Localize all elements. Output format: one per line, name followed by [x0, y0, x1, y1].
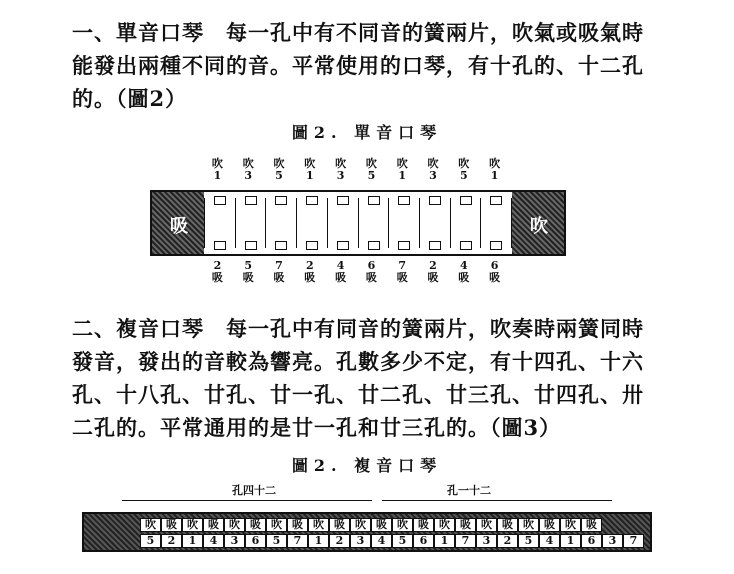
draw-char: 吸 [273, 271, 285, 284]
blow-char: 吹 [365, 157, 377, 170]
note-number: 1 [490, 169, 499, 182]
group-label-left: 孔四十二 [232, 484, 276, 497]
blow-draw-cell: 吹 [224, 518, 245, 532]
figure3-caption: 圖2. 複音口琴 [291, 456, 443, 475]
reed-tab-bottom [490, 241, 502, 250]
group-label-right: 孔一十二 [447, 484, 491, 497]
harmonica-body [150, 190, 566, 256]
draw-label [299, 260, 321, 284]
blow-draw-cell: 吸 [329, 518, 350, 532]
blow-label [268, 158, 290, 182]
right-cover-mark: 吹 [530, 216, 548, 237]
single-tone-harmonica-figure [150, 150, 566, 300]
blow-char: 吹 [489, 157, 501, 170]
draw-char: 吸 [242, 271, 254, 284]
draw-label [206, 260, 228, 284]
note-number-cell: 6 [245, 534, 266, 548]
draw-label [484, 260, 506, 284]
double-tone-harmonica-figure [82, 478, 652, 574]
reed-tab-top [275, 196, 287, 205]
blow-char: 吹 [304, 157, 316, 170]
reed-tab-top [214, 196, 226, 205]
note-number: 7 [275, 259, 283, 272]
blow-draw-cell: 吸 [497, 518, 518, 532]
harmonica-hole [480, 198, 512, 248]
blow-draw-cell: 吸 [245, 518, 266, 532]
draw-char: 吸 [489, 271, 501, 284]
blow-draw-cell: 吸 [413, 518, 434, 532]
note-number-cell: 3 [602, 534, 623, 548]
note-number-cell: 1 [434, 534, 455, 548]
note-number-cell: 7 [623, 534, 644, 548]
note-number-cell: 7 [287, 534, 308, 548]
reed-tab-top [245, 196, 257, 205]
blow-draw-cell: 吸 [581, 518, 602, 532]
note-number: 1 [213, 169, 222, 182]
blow-draw-cell: 吹 [350, 518, 371, 532]
blow-draw-cell: 吹 [308, 518, 329, 532]
blow-label [330, 158, 352, 182]
reed-tab-top [460, 196, 472, 205]
note-number-cell: 2 [497, 534, 518, 548]
blow-draw-cell: 吹 [476, 518, 497, 532]
draw-label [360, 260, 382, 284]
blow-char: 吹 [242, 157, 254, 170]
note-number-cell: 6 [581, 534, 602, 548]
brace-left [122, 500, 372, 509]
note-number-cell: 3 [350, 534, 371, 548]
note-number-cell: 2 [161, 534, 182, 548]
harmonica-hole [204, 198, 235, 248]
note-number: 2 [429, 259, 437, 272]
note-number-cell: 3 [476, 534, 497, 548]
note-number: 1 [305, 169, 314, 182]
note-number-cell: 4 [371, 534, 392, 548]
note-number: 3 [336, 169, 345, 182]
harmonica-holes [204, 198, 512, 248]
blow-label [237, 158, 259, 182]
reed-tab-bottom [214, 241, 226, 250]
harmonica-hole [235, 198, 266, 248]
harmonica-hole [265, 198, 296, 248]
blow-draw-cell: 吹 [392, 518, 413, 532]
blow-char: 吹 [458, 157, 470, 170]
draw-label [268, 260, 290, 284]
blow-label [206, 158, 228, 182]
draw-char: 吸 [304, 271, 316, 284]
note-number: 6 [490, 259, 499, 272]
reed-tab-bottom [429, 241, 441, 250]
reed-tab-bottom [306, 241, 318, 250]
note-number: 5 [275, 169, 283, 182]
draw-label [330, 260, 352, 284]
note-number: 1 [398, 169, 407, 182]
reed-tab-bottom [368, 241, 380, 250]
reed-tab-top [368, 196, 380, 205]
blow-char: 吹 [335, 157, 347, 170]
blow-label [484, 158, 506, 182]
reed-tab-top [306, 196, 318, 205]
note-number-row [140, 534, 644, 548]
note-number-cell: 5 [518, 534, 539, 548]
blow-char: 吹 [211, 157, 223, 170]
harmonica-hole [419, 198, 450, 248]
blow-draw-cell: 吸 [455, 518, 476, 532]
note-number-cell: 5 [266, 534, 287, 548]
draw-char: 吸 [365, 271, 377, 284]
blow-char: 吹 [396, 157, 408, 170]
blow-draw-row [140, 518, 602, 532]
draw-char: 吸 [427, 271, 439, 284]
reed-tab-top [337, 196, 349, 205]
reed-tab-top [429, 196, 441, 205]
blow-draw-cell: 吹 [434, 518, 455, 532]
note-number: 5 [367, 169, 376, 182]
harmonica-right-cover [512, 192, 564, 254]
blow-label [453, 158, 475, 182]
note-number-cell: 6 [413, 534, 434, 548]
blow-label [391, 158, 413, 182]
blow-draw-cell: 吹 [518, 518, 539, 532]
figure2-caption: 圖2. 單音口琴 [291, 123, 443, 142]
blow-char: 吹 [427, 157, 439, 170]
blow-draw-cell: 吹 [182, 518, 203, 532]
draw-char: 吸 [396, 271, 408, 284]
note-number: 6 [367, 259, 376, 272]
draw-char: 吸 [211, 271, 223, 284]
harmonica-hole [358, 198, 389, 248]
double-harmonica-body [82, 512, 652, 552]
draw-label [237, 260, 259, 284]
blow-draw-cell: 吸 [371, 518, 392, 532]
note-number-cell: 1 [182, 534, 203, 548]
brace-right [382, 500, 612, 509]
draw-label [391, 260, 413, 284]
blow-draw-cell: 吸 [203, 518, 224, 532]
note-number-cell: 4 [539, 534, 560, 548]
draw-label [453, 260, 475, 284]
blow-draw-cell: 吹 [560, 518, 581, 532]
blow-draw-cell: 吹 [140, 518, 161, 532]
draw-label [422, 260, 444, 284]
reed-tab-bottom [337, 241, 349, 250]
blow-label [422, 158, 444, 182]
note-number-cell: 1 [560, 534, 581, 548]
reed-tab-bottom [275, 241, 287, 250]
blow-draw-cell: 吸 [287, 518, 308, 532]
note-number: 2 [213, 259, 222, 272]
note-number-cell: 4 [203, 534, 224, 548]
note-number: 3 [244, 169, 253, 182]
reed-tab-bottom [398, 241, 410, 250]
harmonica-left-cover [152, 192, 204, 254]
note-number-cell: 5 [140, 534, 161, 548]
harmonica-hole [327, 198, 358, 248]
blow-draw-cell: 吸 [539, 518, 560, 532]
draw-char: 吸 [335, 271, 347, 284]
note-number: 3 [429, 169, 437, 182]
reed-tab-top [490, 196, 502, 205]
draw-char: 吸 [458, 271, 470, 284]
blow-char: 吹 [273, 157, 285, 170]
reed-tab-top [398, 196, 410, 205]
note-number: 2 [305, 259, 314, 272]
harmonica-hole [296, 198, 327, 248]
blow-draw-cell: 吹 [266, 518, 287, 532]
blow-draw-cell: 吸 [161, 518, 182, 532]
note-number: 5 [459, 169, 468, 182]
note-number-cell: 7 [455, 534, 476, 548]
note-number-cell: 5 [392, 534, 413, 548]
harmonica-hole [388, 198, 419, 248]
note-number: 7 [398, 259, 407, 272]
harmonica-hole [450, 198, 481, 248]
note-number-cell: 3 [224, 534, 245, 548]
blow-label [360, 158, 382, 182]
note-number: 4 [459, 259, 468, 272]
note-number: 4 [336, 259, 345, 272]
note-number-cell: 2 [329, 534, 350, 548]
paragraph-single-tone: 一、單音口琴 每一孔中有不同音的簧兩片，吹氣或吸氣時能發出兩種不同的音。平常使用的口琴，有十孔的、十二孔的。（圖2） [72, 20, 644, 111]
paragraph-double-tone: 二、複音口琴 每一孔中有同音的簧兩片，吹奏時兩簧同時發音，發出的音較為響亮。孔數多少不定，有十四孔、十六孔、十八孔、廿孔、廿一孔、廿二孔、廿三孔、廿四孔、卅二孔的。平常通用的是廿一孔和廿三孔的。（圖3） [72, 316, 644, 440]
left-cover-mark: 吸 [170, 216, 188, 237]
note-number-cell: 1 [308, 534, 329, 548]
reed-tab-bottom [245, 241, 257, 250]
reed-tab-bottom [460, 241, 472, 250]
note-number: 5 [244, 259, 253, 272]
blow-label [299, 158, 321, 182]
